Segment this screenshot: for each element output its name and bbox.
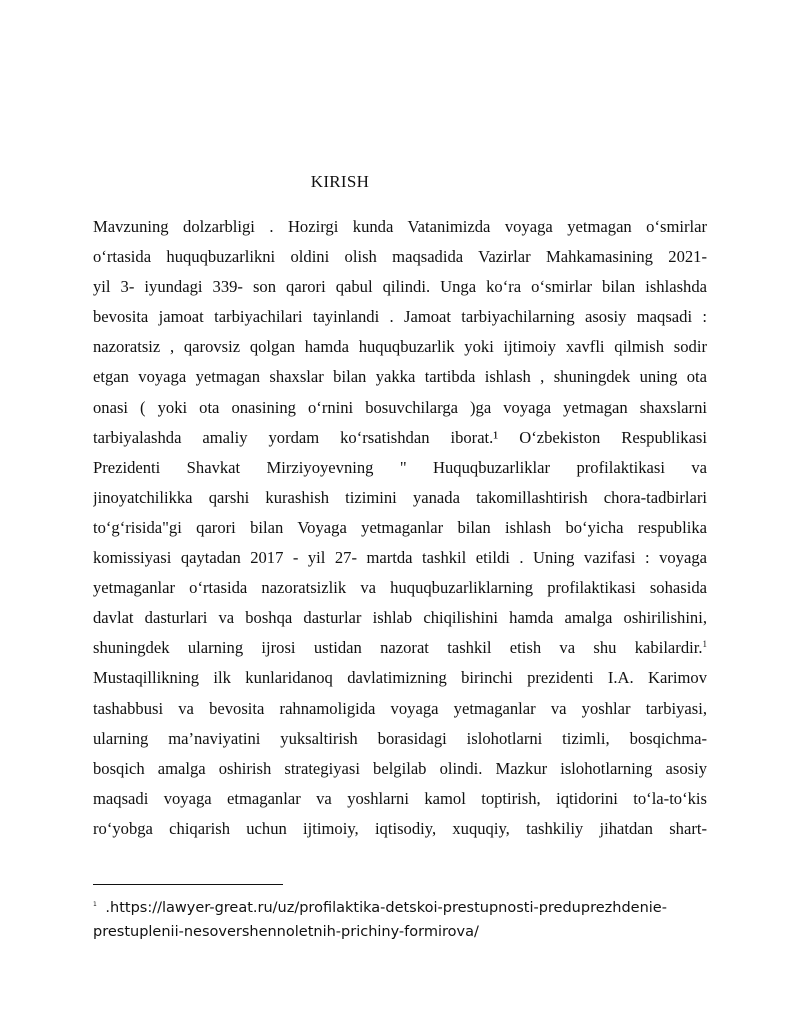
body-text	[93, 212, 707, 844]
footnote	[93, 893, 733, 944]
footnote-separator	[93, 884, 283, 885]
footnote-mark: 1	[93, 901, 97, 908]
page-title: KIRISH	[310, 172, 370, 191]
text-line: o‘rtasida huquqbuzarlikni oldini olish maqsadida Vazirlar Mahkamasining 2021-	[93, 247, 707, 267]
text-line: nazoratsiz , qarovsiz qolgan hamda huquqbuzarlik yoki ijtimoiy xavfli qilmish sodir	[93, 337, 707, 357]
text-line: yil 3- iyundagi 339- son qarori qabul qilindi. Unga ko‘ra o‘smirlar bilan ishlashda	[93, 277, 707, 297]
text-line: Prezidenti Shavkat Mirziyoyevning " Huquqbuzarliklar profilaktikasi va	[93, 457, 707, 477]
text-line-with-ref	[93, 633, 707, 663]
text-line: bosqich amalga oshirish strategiyasi belgilab olindi. Mazkur islohotlarning asosiy	[93, 758, 707, 778]
text-line: Mustaqillikning ilk kunlaridanoq davlatimizning birinchi prezidenti I.A. Karimov	[93, 668, 707, 688]
text-line: ularning ma’naviyatini yuksaltirish borasidagi islohotlarni tizimli, bosqichma-	[93, 728, 707, 748]
text-line: onasi ( yoki ota onasining o‘rnini bosuvchilarga )ga voyaga yetmagan shaxslarni	[93, 397, 707, 417]
text-line: komissiyasi qaytadan 2017 - yil 27- martda tashkil etildi . Uning vazifasi : voyaga	[93, 548, 707, 568]
text-line: jinoyatchilikka qarshi kurashish tizimini yanada takomillashtirish chora-tadbirlari	[93, 487, 707, 507]
text-line: yetmaganlar o‘rtasida nazoratsizlik va huquqbuzarliklarning profilaktikasi sohasida	[93, 578, 707, 598]
text-line: bevosita jamoat tarbiyachilari tayinlandi . Jamoat tarbiyachilarning asosiy maqsadi :	[93, 307, 707, 327]
footnote-reference[interactable]: 1	[702, 639, 707, 650]
text-line: tashabbusi va bevosita rahnamoligida voyaga yetmaganlar va yoshlar tarbiyasi,	[93, 698, 707, 718]
text-line: etgan voyaga yetmagan shaxslar bilan yakka tartibda ishlash , shuningdek uning ota	[93, 367, 707, 387]
text-line: shuningdek ularning ijrosi ustidan nazorat tashkil etish va shu kabilardir.	[93, 638, 703, 658]
text-line: to‘g‘risida"gi qarori bilan Voyaga yetmaganlar bilan ishlash bo‘yicha respublika	[93, 517, 707, 537]
text-line: tarbiyalashda amaliy yordam ko‘rsatishdan iborat.¹ O‘zbekiston Respublikasi	[93, 427, 707, 447]
text-line: davlat dasturlari va boshqa dasturlar ishlab chiqilishini hamda amalga oshirilishini,	[93, 608, 707, 628]
text-line: Mavzuning dolzarbligi . Hozirgi kunda Vatanimizda voyaga yetmagan o‘smirlar	[93, 217, 707, 236]
footnote-link[interactable]: .https://lawyer-great.ru/uz/profilaktika-detskoi-prestupnosti-preduprezhdenie-prestuplenii-nesovershennoletnih-prichiny-formirova/	[93, 900, 667, 940]
text-line: ro‘yobga chiqarish uchun ijtimoiy, iqtisodiy, xuquqiy, tashkiliy jihatdan shart-	[93, 818, 707, 838]
text-line: maqsadi voyaga etmaganlar va yoshlarni kamol toptirish, iqtidorini to‘la-to‘kis	[93, 788, 707, 808]
